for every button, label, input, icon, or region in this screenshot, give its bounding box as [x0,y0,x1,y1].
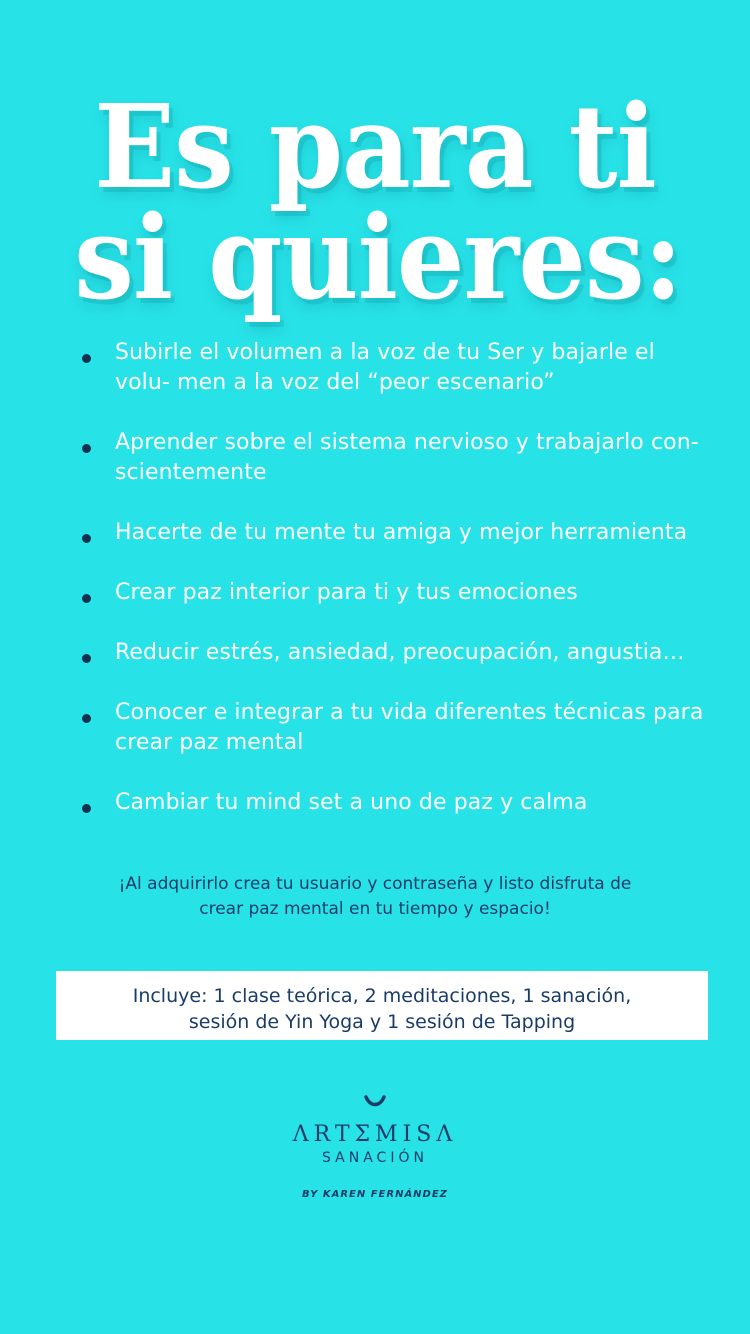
cta-line-2: crear paz mental en tu tiempo y espacio! [199,899,551,919]
headline-line-1: Es para ti [94,78,656,216]
list-item: Subirle el volumen a la voz de tu Ser y bajarle el volu- men a la voz del “peor escenario” [0,338,750,398]
cta-line-1: ¡Al adquirirlo crea tu usuario y contraseña y listo disfruta de [118,874,632,894]
includes-line-2: sesión de Yin Yoga y 1 sesión de Tapping [188,1011,576,1033]
headline-line-2: si quieres: [74,188,682,326]
headline [0,78,750,326]
call-to-action-text [85,872,665,922]
brand-byline: BY KAREN FERNÁNDEZ [302,1189,448,1200]
smile-arc-icon [364,1095,386,1109]
list-item: Cambiar tu mind set a uno de paz y calma [0,788,750,818]
list-item: Conocer e integrar a tu vida diferentes técnicas para crear paz mental [0,698,750,758]
brand-logo [0,1095,750,1200]
list-item: Crear paz interior para ti y tus emociones [0,578,750,608]
list-item: Reducir estrés, ansiedad, preocupación, angustia… [0,638,750,668]
list-item: Hacerte de tu mente tu amiga y mejor herramienta [0,518,750,548]
list-item: Aprender sobre el sistema nervioso y trabajarlo con- scientemente [0,428,750,488]
brand-name: ΛRTΣMISΛ [292,1122,458,1147]
benefits-list [0,338,750,818]
includes-line-1: Incluye: 1 clase teórica, 2 meditaciones, 1 sanación, [132,985,632,1007]
includes-box [56,971,708,1040]
brand-subtitle: SANACIÓN [322,1150,428,1166]
